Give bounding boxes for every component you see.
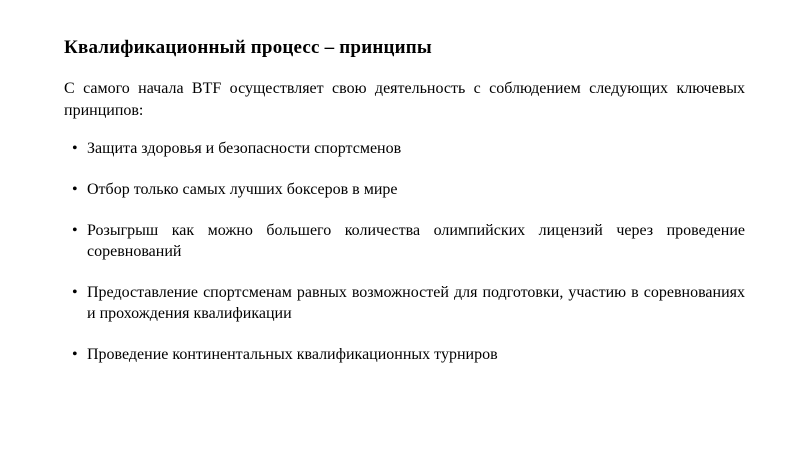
intro-paragraph: С самого начала BTF осуществляет свою деятельность с соблюдением следующих ключевых принципов:	[64, 80, 745, 119]
principles-list	[64, 138, 745, 365]
bullet-item: • Отбор только самых лучших боксеров в мире	[64, 179, 745, 200]
bullet-item: • Предоставление спортсменам равных возможностей для подготовки, участию в соревнованиях и прохождения квалификации	[64, 282, 745, 324]
bullet-item: • Проведение континентальных квалификационных турниров	[64, 344, 745, 365]
bullet-item: • Розыгрыш как можно большего количества олимпийских лицензий через проведение соревнований	[64, 220, 745, 262]
bullet-item: • Защита здоровья и безопасности спортсменов	[64, 138, 745, 159]
page-title: Квалификационный процесс – принципы	[64, 37, 432, 58]
